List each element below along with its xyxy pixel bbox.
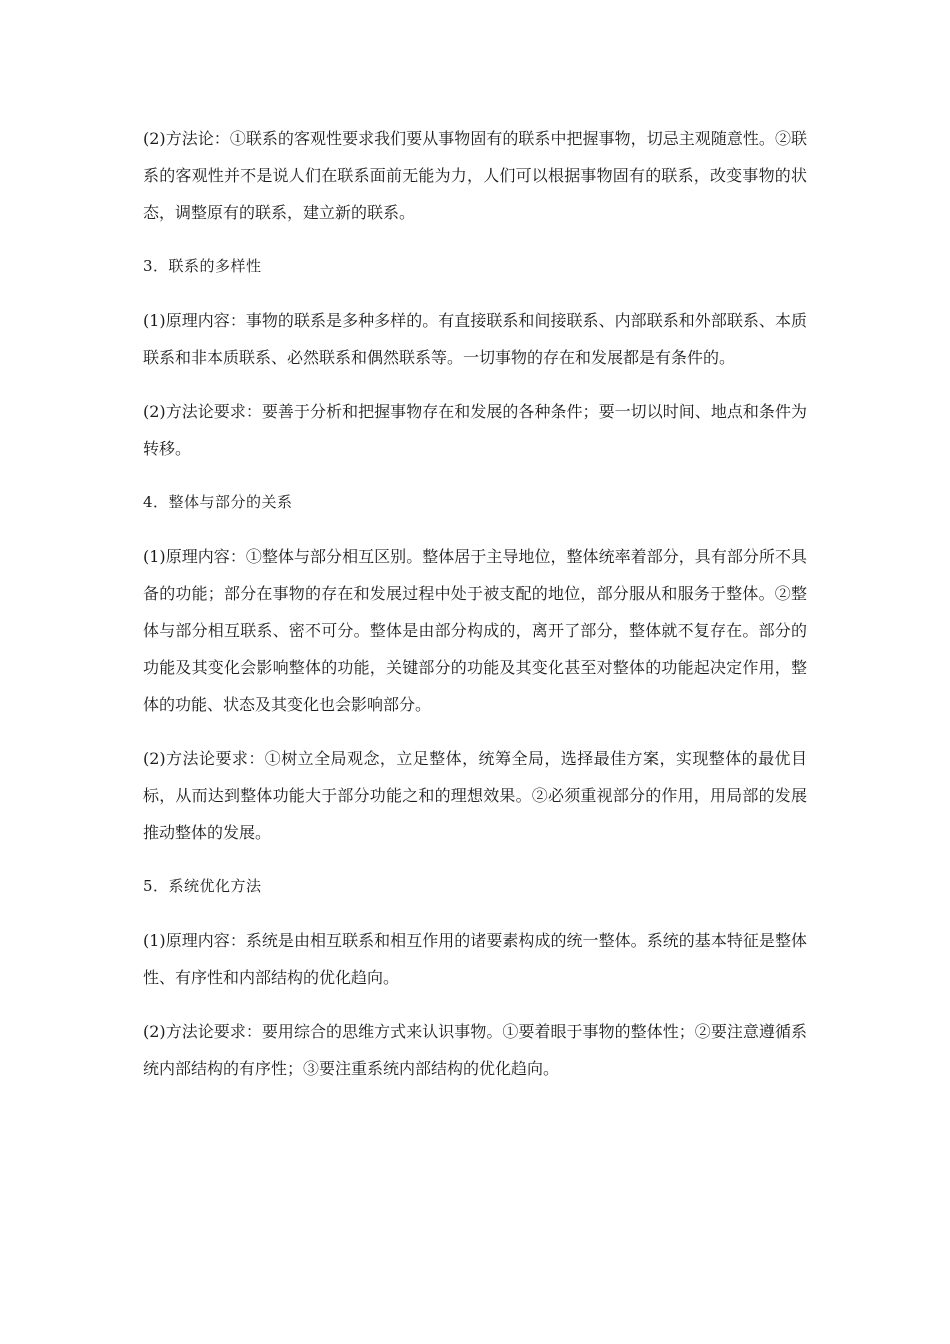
paragraph-methodology-objectivity: (2)方法论：①联系的客观性要求我们要从事物固有的联系中把握事物，切忌主观随意性。②联系的客观性并不是说人们在联系面前无能为力，人们可以根据事物固有的联系，改变事物的状态，调整原有的联系，建立新的联系。 [143, 129, 807, 222]
paragraph-diversity-principle: (1)原理内容：事物的联系是多种多样的。有直接联系和间接联系、内部联系和外部联系、本质联系和非本质联系、必然联系和偶然联系等。一切事物的存在和发展都是有条件的。 [143, 311, 807, 367]
heading-whole-and-part: 4．整体与部分的关系 [143, 493, 293, 511]
heading-diversity-of-connections: 3．联系的多样性 [143, 257, 262, 275]
document-page [143, 120, 807, 1104]
paragraph-system-principle: (1)原理内容：系统是由相互联系和相互作用的诸要素构成的统一整体。系统的基本特征是整体性、有序性和内部结构的优化趋向。 [143, 931, 807, 987]
paragraph-whole-part-methodology: (2)方法论要求：①树立全局观念，立足整体，统筹全局，选择最佳方案，实现整体的最优目标，从而达到整体功能大于部分功能之和的理想效果。②必须重视部分的作用，用局部的发展推动整体的发展。 [143, 749, 807, 842]
paragraph-system-methodology: (2)方法论要求：要用综合的思维方式来认识事物。①要着眼于事物的整体性；②要注意遵循系统内部结构的有序性；③要注重系统内部结构的优化趋向。 [143, 1022, 807, 1078]
paragraph-diversity-methodology: (2)方法论要求：要善于分析和把握事物存在和发展的各种条件；要一切以时间、地点和条件为转移。 [143, 402, 807, 458]
paragraph-whole-part-principle: (1)原理内容：①整体与部分相互区别。整体居于主导地位，整体统率着部分，具有部分所不具备的功能；部分在事物的存在和发展过程中处于被支配的地位，部分服从和服务于整体。②整体与部分相互联系、密不可分。整体是由部分构成的，离开了部分，整体就不复存在。部分的功能及其变化会影响整体的功能，关键部分的功能及其变化甚至对整体的功能起决定作用，整体的功能、状态及其变化也会影响部分。 [143, 547, 807, 714]
heading-system-optimization: 5．系统优化方法 [143, 877, 262, 895]
